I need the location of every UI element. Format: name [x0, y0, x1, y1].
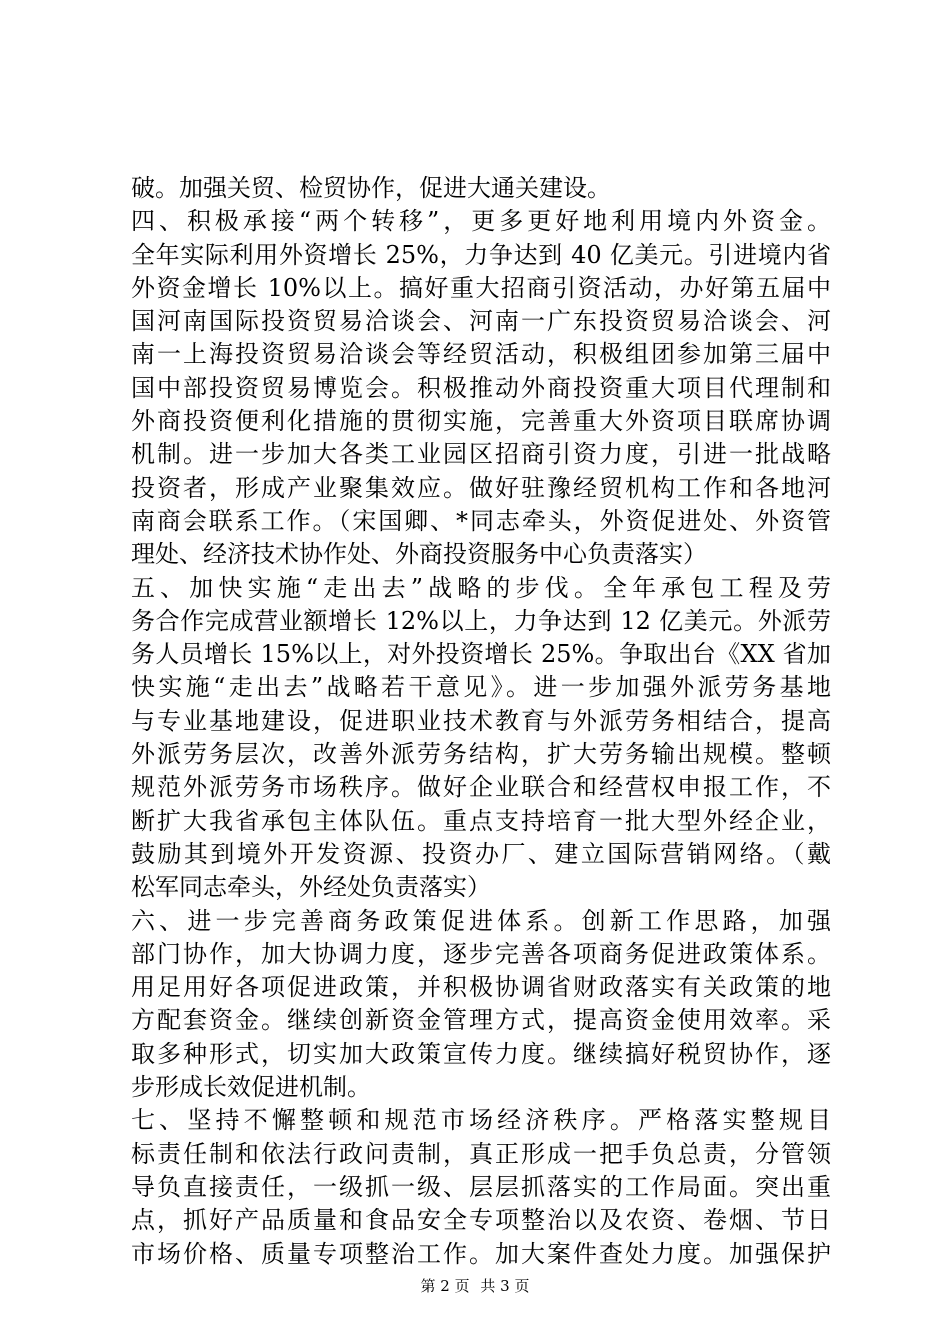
text-line: 全年实际利用外资增长 25%，力争达到 40 亿美元。引进境内省 — [131, 240, 831, 269]
text-line: 五、加快实施“走出去”战略的步伐。全年承包工程及劳 — [131, 573, 831, 602]
text-line: 国中部投资贸易博览会。积极推动外商投资重大项目代理制和 — [131, 373, 831, 402]
text-line: 与专业基地建设，促进职业技术教育与外派劳务相结合，提高 — [131, 706, 831, 735]
text-line: 标责任制和依法行政问责制，真正形成一把手负总责，分管领 — [131, 1139, 831, 1168]
text-line: 部门协作，加大协调力度，逐步完善各项商务促进政策体系。 — [131, 939, 831, 968]
text-line: 四、积极承接“两个转移”，更多更好地利用境内外资金。 — [131, 207, 831, 236]
text-line: 快实施“走出去”战略若干意见》。进一步加强外派劳务基地 — [131, 673, 831, 702]
page-footer — [0, 1275, 950, 1296]
text-line: 松军同志牵头，外经处负责落实） — [131, 873, 491, 902]
text-line: 外派劳务层次，改善外派劳务结构，扩大劳务输出规模。整顿 — [131, 740, 831, 769]
text-line: 破。加强关贸、检贸协作，促进大通关建设。 — [131, 174, 611, 202]
page-total: 共 3 页 — [480, 1277, 530, 1295]
text-line: 国河南国际投资贸易洽谈会、河南一广东投资贸易洽谈会、河 — [131, 307, 831, 336]
document-body — [131, 172, 831, 1271]
text-line: 外商投资便利化措施的贯彻实施，完善重大外资项目联席协调 — [131, 407, 831, 436]
text-line: 机制。进一步加大各类工业园区招商引资力度，引进一批战略 — [131, 440, 831, 469]
text-line: 步形成长效促进机制。 — [131, 1073, 371, 1102]
text-line: 取多种形式，切实加大政策宣传力度。继续搞好税贸协作，逐 — [131, 1039, 831, 1068]
text-line: 南一上海投资贸易洽谈会等经贸活动，积极组团参加第三届中 — [131, 340, 831, 369]
text-line: 方配套资金。继续创新资金管理方式，提高资金使用效率。采 — [131, 1006, 831, 1035]
page-number: 第 2 页 — [420, 1277, 470, 1295]
text-line: 投资者，形成产业聚集效应。做好驻豫经贸机构工作和各地河 — [131, 473, 831, 502]
text-line: 用足用好各项促进政策，并积极协调省财政落实有关政策的地 — [131, 973, 831, 1002]
text-line: 断扩大我省承包主体队伍。重点支持培育一批大型外经企业， — [131, 806, 831, 835]
text-line: 南商会联系工作。（宋国卿、*同志牵头，外资促进处、外资管 — [131, 506, 831, 535]
text-line: 鼓励其到境外开发资源、投资办厂、建立国际营销网络。（戴 — [131, 839, 831, 868]
text-line: 市场价格、质量专项整治工作。加大案件查处力度。加强保护 — [131, 1239, 831, 1268]
text-line: 外资金增长 10%以上。搞好重大招商引资活动，办好第五届中 — [131, 273, 831, 302]
text-line: 理处、经济技术协作处、外商投资服务中心负责落实） — [131, 540, 707, 569]
text-line: 导负直接责任，一级抓一级、层层抓落实的工作局面。突出重 — [131, 1172, 831, 1201]
text-line: 务合作完成营业额增长 12%以上，力争达到 12 亿美元。外派劳 — [131, 606, 831, 635]
text-line: 务人员增长 15%以上，对外投资增长 25%。争取出台《XX 省加 — [131, 640, 831, 669]
text-line: 七、坚持不懈整顿和规范市场经济秩序。严格落实整规目 — [131, 1106, 831, 1135]
text-line: 点，抓好产品质量和食品安全专项整治以及农资、卷烟、节日 — [131, 1206, 831, 1235]
text-line: 规范外派劳务市场秩序。做好企业联合和经营权申报工作，不 — [131, 773, 831, 802]
text-line: 六、进一步完善商务政策促进体系。创新工作思路，加强 — [131, 906, 831, 935]
